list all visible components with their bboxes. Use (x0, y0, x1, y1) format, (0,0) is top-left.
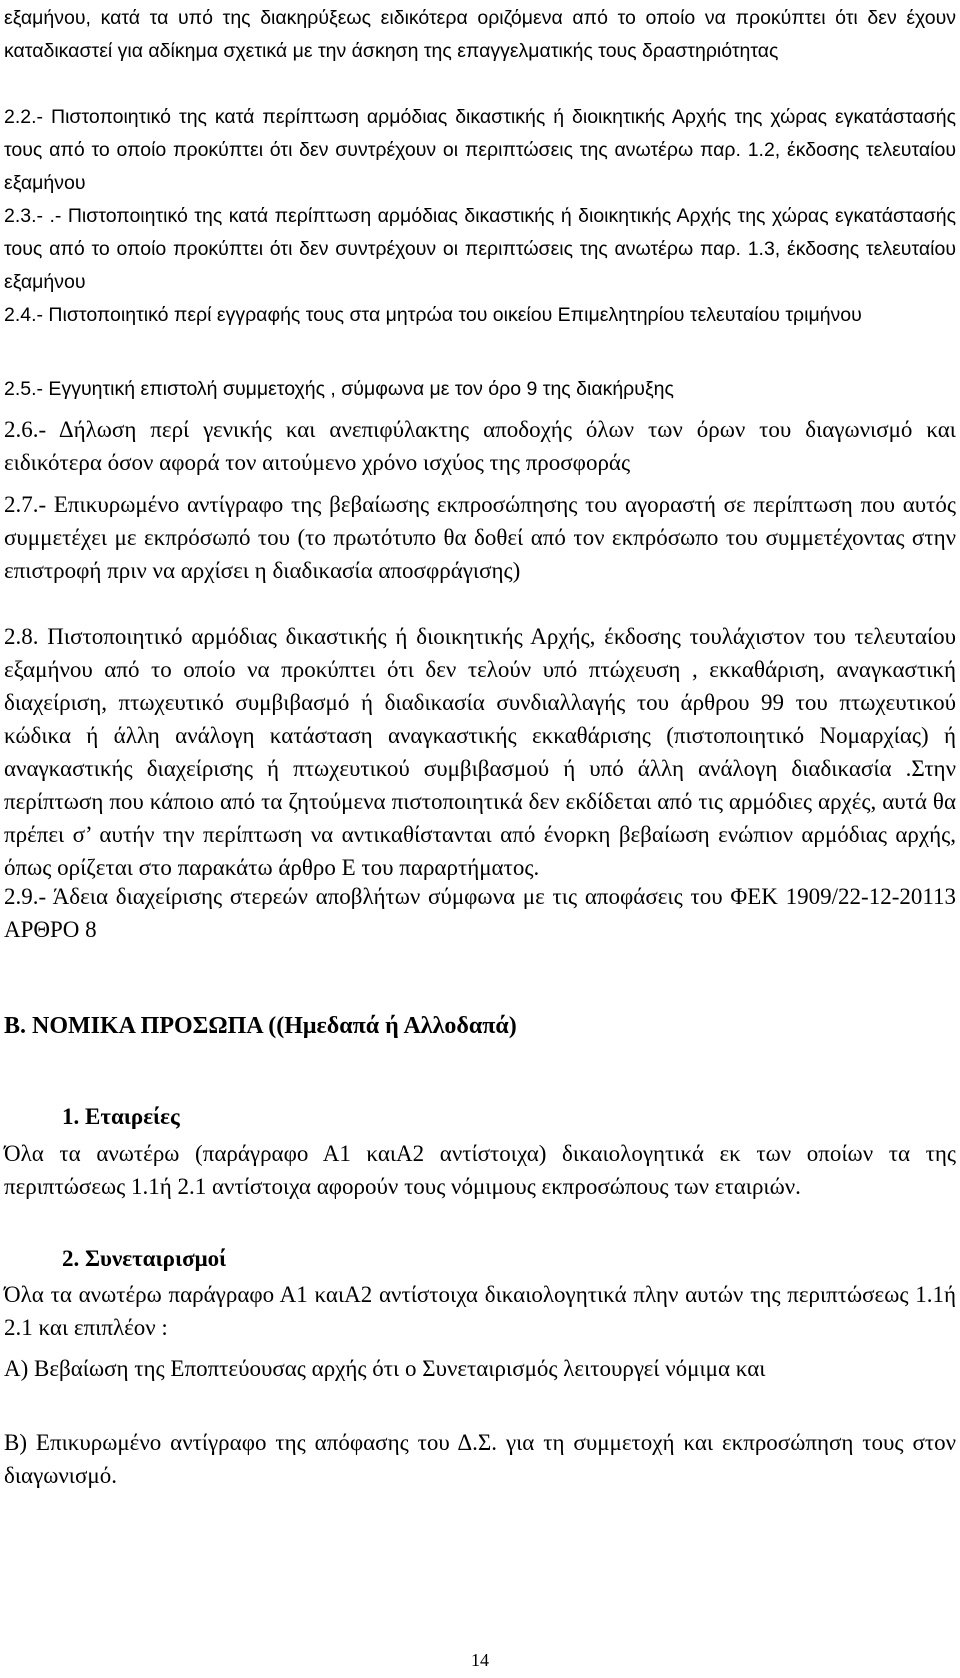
subsection-2-item-b: Β) Επικυρωμένο αντίγραφο της απόφασης του Δ.Σ. για τη συμμετοχή και εκπροσώπηση τους στον διαγωνισμό. (4, 1430, 956, 1488)
paragraph-2-3: 2.3.- .- Πιστοποιητικό της κατά περίπτωση αρμόδιας δικαστικής ή διοικητικής Αρχής της χώρας εγκατάστασής τους από το οποίο προκύπτει ότι δεν συντρέχουν οι περιπτώσεις της ανωτέρω παρ. 1.3, έκδοσης τελευταίου εξαμήνου (4, 205, 956, 293)
paragraph-2-5: 2.5.- Εγγυητική επιστολή συμμετοχής , σύμφωνα με τον όρο 9 της διακήρυξης (4, 378, 674, 400)
subsection-1-heading: 1. Εταιρείες (62, 1104, 180, 1129)
paragraph-2-2: 2.2.- Πιστοποιητικό της κατά περίπτωση αρμόδιας δικαστικής ή διοικητικής Αρχής της χώρας εγκατάστασής τους από το οποίο προκύπτει ότι δεν συντρέχουν οι περιπτώσεις της ανωτέρω παρ. 1.2, έκδοσης τελευταίου εξαμήνου (4, 106, 956, 194)
subsection-2-text: Όλα τα ανωτέρω παράγραφο Α1 καιΑ2 αντίστοιχα δικαιολογητικά πλην αυτών της περιπτώσεως 1.1ή 2.1 και επιπλέον : (4, 1282, 956, 1340)
page-number: 14 (471, 1650, 489, 1670)
subsection-2-item-a: Α) Βεβαίωση της Εποπτεύουσας αρχής ότι ο Συνεταιρισμός λειτουργεί νόμιμα και (4, 1356, 766, 1381)
subsection-2-heading: 2. Συνεταιρισμοί (62, 1246, 227, 1271)
section-b-heading: Β. ΝΟΜΙΚΑ ΠΡΟΣΩΠΑ ((Ημεδαπά ή Αλλοδαπά) (4, 1013, 517, 1039)
paragraph-continuation: εξαμήνου, κατά τα υπό της διακηρύξεως ειδικότερα οριζόμενα από το οποίο να προκύπτει ότι δεν έχουν καταδικαστεί για αδίκημα σχετικά με την άσκηση της επαγγελματικής τους δραστηριότητας (4, 7, 956, 62)
paragraph-2-8: 2.8. Πιστοποιητικό αρμόδιας δικαστικής ή διοικητικής Αρχής, έκδοσης τουλάχιστον του τελευταίου εξαμήνου από το οποίο να προκύπτει ότι δεν τελούν υπό πτώχευση , εκκαθάριση, αναγκαστική διαχείριση, πτωχευτικό συμβιβασμό ή διαδικασία συνδιαλλαγής του άρθρου 99 του πτωχευτικού κώδικα ή άλλη ανάλογη κατάσταση αναγκαστικής εκκαθάρισης (πιστοποιητικό Νομαρχίας) ή αναγκαστικής διαχείρισης ή πτωχευτικού συμβιβασμού ή υπό άλλη ανάλογη διαδικασία .Στην περίπτωση που κάποιο από τα ζητούμενα πιστοποιητικά δεν εκδίδεται από τις αρμόδιες αρχές, αυτά θα πρέπει σ’ αυτήν την περίπτωση να αντικαθίστανται από ένορκη βεβαίωση ενώπιον αρμόδιας αρχής, όπως ορίζεται στο παρακάτω άρθρο Ε του παραρτήματος. (4, 624, 956, 880)
paragraph-2-6: 2.6.- Δήλωση περί γενικής και ανεπιφύλακτης αποδοχής όλων των όρων του διαγωνισμό και ειδικότερα όσον αφορά τον αιτούμενο χρόνο ισχύος της προσφοράς (4, 417, 956, 475)
subsection-1-text: Όλα τα ανωτέρω (παράγραφο Α1 καιΑ2 αντίστοιχα) δικαιολογητικά εκ των οποίων τα της περιπτώσεως 1.1ή 2.1 αντίστοιχα αφορούν τους νόμιμους εκπροσώπους των εταιριών. (4, 1141, 956, 1199)
paragraph-2-9: 2.9.- Άδεια διαχείρισης στερεών αποβλήτων σύμφωνα με τις αποφάσεις του ΦΕΚ 1909/22-12-20113 ΑΡΘΡΟ 8 (4, 884, 956, 942)
paragraph-2-7: 2.7.- Επικυρωμένο αντίγραφο της βεβαίωσης εκπροσώπησης του αγοραστή σε περίπτωση που αυτός συμμετέχει με εκπρόσωπό του (το πρωτότυπο θα δοθεί από τον εκπρόσωπο του συμμετέχοντας στην επιστροφή πριν να αρχίσει η διαδικασία αποσφράγισης) (4, 492, 956, 583)
paragraph-2-4: 2.4.- Πιστοποιητικό περί εγγραφής τους στα μητρώα του οικείου Επιμελητηρίου τελευταίου τριμήνου (4, 304, 862, 326)
